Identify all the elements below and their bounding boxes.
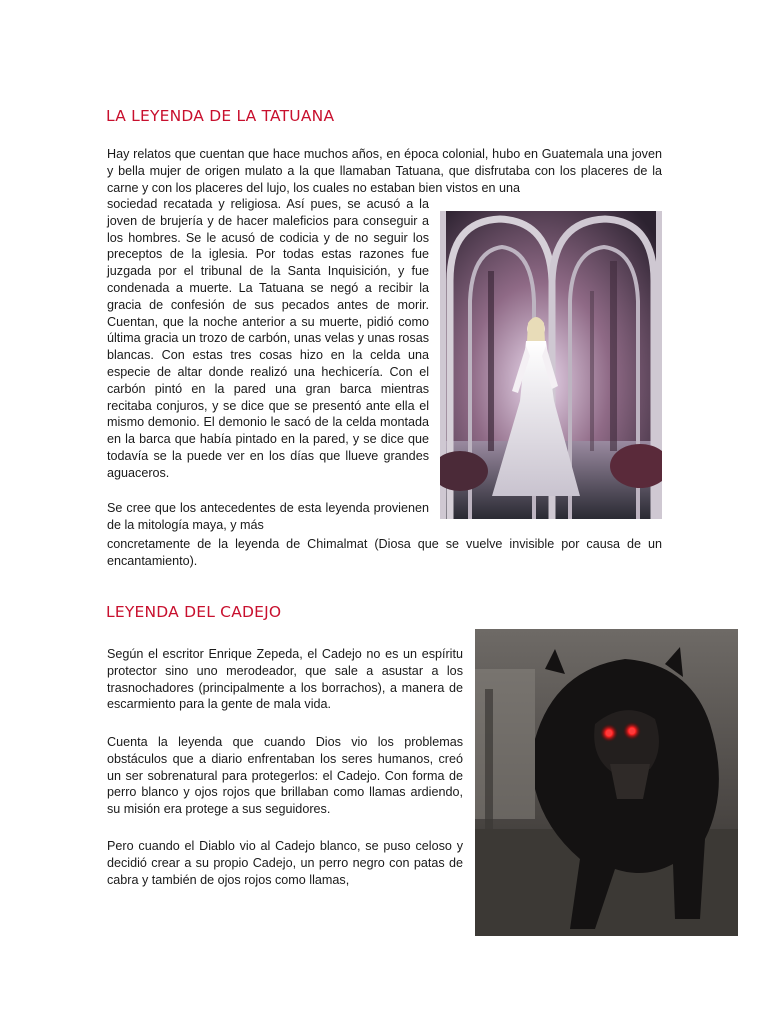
- cadejo-paragraph-2: Cuenta la leyenda que cuando Dios vio los problemas obstáculos que a diario enfrentaban los seres humanos, creó un ser sobrenatural para protegerlos: el Cadejo. Con forma de perro blanco y ojos rojos que brillaban como llamas ardiendo, su misión era protege a sus seguidores.: [107, 735, 463, 817]
- section-title-tatuana: LA LEYENDA DE LA TATUANA: [106, 107, 335, 125]
- section-title-cadejo: LEYENDA DEL CADEJO: [106, 603, 282, 621]
- cadejo-image: [475, 629, 738, 936]
- tatuana-wrapped-paragraph: sociedad recatada y religiosa. Así pues, se acusó a la joven de brujería y de hacer maleficios para conseguir a los hombres. Se le acusó de codicia y de no seguir los preceptos de la iglesia. Por todas estas razones fue juzgada por el tribunal de la Santa Inquisición, y fue condenada a muerte. La Tatuana se negó a recibir la gracia de confesión de sus pecados antes de morir. Cuentan, que la noche anterior a su muerte, pidió como última gracia un trozo de carbón, unas velas y unas rosas blancas. Con estas tres cosas hizo en la celda una especie de altar donde realizó una hechicería. Con el carbón pintó en la pared una gran barca mientras recitaba conjuros, y se dice que se presentó ante ella el mismo demonio. El demonio le sacó de la celda montada en la barca que había pintado en la pared, y se dice que todavía se la puede ver en los días que llueve grandes aguaceros.: [107, 197, 430, 480]
- tatuana-image: [440, 211, 662, 519]
- cadejo-paragraph-3: Pero cuando el Diablo vio al Cadejo blanco, se puso celoso y decidió crear a su propio Cadejo, un perro negro con patas de cabra y también de ojos rojos como llamas,: [107, 839, 463, 887]
- tatuana-closing-paragraph: concretamente de la leyenda de Chimalmat (Diosa que se vuelve invisible por causa de un encantamiento).: [107, 537, 662, 568]
- tatuana-intro-paragraph: Hay relatos que cuentan que hace muchos años, en época colonial, hubo en Guatemala una joven y bella mujer de origen mulato a la que llamaban Tatuana, que disfrutaba con los placeres de la carne y con los placeres del lujo, los cuales no estaban bien vistos en una: [107, 147, 662, 195]
- tatuana-antecedentes-paragraph: Se cree que los antecedentes de esta leyenda provienen de la mitología maya, y más: [107, 501, 429, 532]
- cadejo-paragraph-1: Según el escritor Enrique Zepeda, el Cadejo no es un espíritu protector sino uno merodeador, que sale a asustar a los trasnochadores (principalmente a los borrachos), a manera de escarmiento para la gente de mala vida.: [107, 647, 463, 712]
